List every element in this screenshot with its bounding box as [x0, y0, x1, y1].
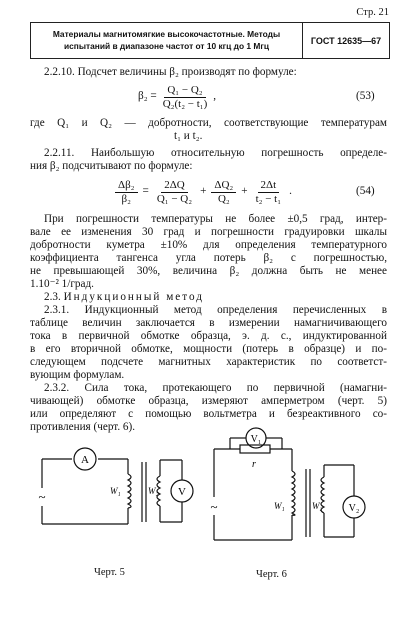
eq54-term3-num: 2Δt	[258, 179, 280, 193]
paragraph-error-line: не превышающей 30%, величина β₂ должна быть не менее	[30, 265, 387, 277]
eq53-numerator: Q₁ − Q₂	[164, 84, 205, 98]
header-title-line: испытаний в диапазоне частот от 10 кгц до 1 Мгц	[64, 41, 269, 51]
eq54-tail: .	[289, 185, 292, 198]
standard-header	[30, 22, 390, 59]
figure-6-caption: Черт. 6	[256, 569, 287, 580]
w2-label: W₂	[312, 501, 323, 511]
paragraph-error-line: вале ее изменения 30 град и погрешности градуировки шкалы	[30, 226, 387, 238]
paragraph-where: где Q₁ и Q₂ — добротности, соответствующие температурам	[30, 117, 387, 129]
equation-number-54: (54)	[356, 185, 375, 197]
eq53-tail: ,	[213, 90, 217, 103]
paragraph-2-3-1-line: таблице величин заключается в измерении намагничивающего	[30, 317, 387, 329]
section-title: Индукционный метод	[63, 291, 204, 303]
voltmeter-2-label: V₂	[348, 503, 360, 514]
ac-source-icon: ~	[210, 499, 218, 514]
standard-number: ГОСТ 12635—67	[310, 35, 382, 46]
paragraph-2-2-11: 2.2.11. Наибольшую относительную погрешность определе-	[44, 147, 387, 159]
paragraph-error-line: коэффициента тангенса угла потерь β₂ с погрешностью,	[30, 252, 387, 264]
eq54-plus: +	[200, 185, 207, 198]
circuit-figure-5	[28, 440, 198, 535]
paragraph-2-3-1-line: 2.3.1. Индукционный метод определения перечисленных в	[44, 304, 387, 316]
eq54-equals: =	[142, 185, 149, 198]
voltmeter-1-label: V₁	[250, 434, 262, 445]
eq53-denominator: Q₂(t₂ − t₁)	[162, 97, 208, 110]
paragraph-2-3-2-line: чивающей) обмотке образца, измеряют амперметром (черт. 5)	[30, 395, 387, 407]
eq54-term2	[211, 179, 236, 206]
eq54-term1-den: Q₁ − Q₂	[156, 192, 193, 205]
paragraph-2-2-10: 2.2.10. Подсчет величины β₂ производят по формуле:	[44, 66, 297, 78]
section-number: 2.3.	[44, 291, 61, 303]
paragraph-2-3-1-line: вующим формулам.	[30, 369, 125, 381]
w1-label: W₁	[110, 486, 121, 496]
section-heading	[44, 291, 204, 304]
eq54-term3	[253, 179, 285, 206]
page-number: Стр. 21	[356, 7, 389, 18]
eq54-plus: +	[241, 185, 248, 198]
ac-source-icon: ~	[38, 489, 46, 504]
paragraph-2-3-2-line: или определяют с помощью вольтметра и безреактивного со-	[30, 408, 387, 420]
resistor	[240, 445, 270, 453]
eq54-term2-num: ΔQ₂	[211, 179, 236, 193]
equation-53	[138, 81, 216, 113]
eq53-lhs: β₂ =	[138, 90, 157, 103]
w1-label: W₁	[274, 501, 285, 511]
resistor-label: r	[252, 459, 256, 470]
primary-coil	[128, 474, 131, 508]
eq54-term3-den: t₂ − t₁	[255, 192, 282, 205]
eq54-lhs-den: β₂	[121, 192, 131, 205]
figure-5-caption: Черт. 5	[94, 567, 125, 578]
eq54-lhs-num: Δβ₂	[115, 179, 138, 193]
paragraph-error-line: добротности куметра ±10% для определения температурного	[30, 239, 387, 251]
paragraph-2-3-1-line: следующем подсчете магнитных характеристик по соответст-	[30, 356, 387, 368]
equation-number-53: (53)	[356, 90, 375, 102]
eq54-lhs	[115, 179, 138, 206]
w2-label: W₂	[148, 486, 159, 496]
paragraph-2-3-2-line: противления (черт. 6).	[30, 421, 136, 433]
voltmeter-label: V	[178, 486, 186, 498]
paragraph-error-line: 1.10⁻² 1/град.	[30, 278, 94, 290]
eq54-term1-num: 2ΔQ	[161, 179, 188, 193]
equation-54	[115, 176, 292, 208]
header-title-line: Материалы магнитомягкие высокочастотные. Методы	[52, 29, 281, 39]
eq53-fraction	[160, 84, 211, 111]
eq54-term2-den: Q₂	[217, 192, 230, 205]
header-title	[31, 23, 303, 58]
ammeter-label: A	[81, 454, 89, 466]
paragraph-2-2-11-line2: ния β₂ подсчитывают по формуле:	[30, 160, 193, 172]
paragraph-error-line: При погрешности температуры не более ±0,5 град, интер-	[44, 213, 387, 225]
paragraph-2-3-1-line: тока в первичной обмотке образца, э. д. с., индуктированной	[30, 330, 387, 342]
circuit-figure-6	[202, 425, 377, 555]
paragraph-2-3-2-line: 2.3.2. Сила тока, протекающего по первичной (намагни-	[44, 382, 387, 394]
paragraph-2-3-1-line: в его вторичной обмотке, мощности (потерь в образце) и по-	[30, 343, 387, 355]
paragraph-where-line2: t₁ и t₂.	[174, 130, 203, 142]
primary-coil	[292, 471, 295, 515]
eq54-term1	[154, 179, 195, 206]
